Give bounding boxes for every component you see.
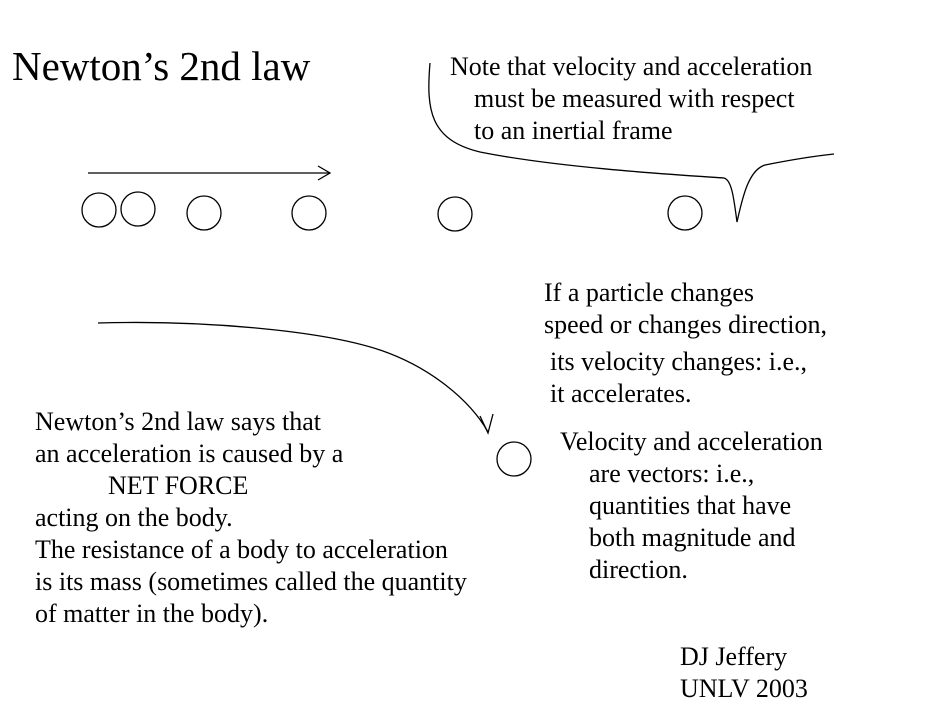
particle-circle-2 [121, 192, 155, 226]
law-line-1: Newton’s 2nd law says that [35, 407, 321, 436]
law-line-5: The resistance of a body to acceleration [35, 535, 448, 564]
particle-line-3: its velocity changes: i.e., [550, 347, 808, 376]
vector-line-5: direction. [589, 555, 688, 584]
vector-line-1: Velocity and acceleration [560, 427, 823, 456]
note-line-1: Note that velocity and acceleration [450, 52, 813, 81]
note-line-2: must be measured with respect [474, 84, 795, 113]
law-line-7: of matter in the body). [35, 599, 269, 628]
net-force-label: NET FORCE [108, 471, 249, 500]
particle-line-2: speed or changes direction, [544, 310, 828, 339]
law-line-2: an acceleration is caused by a [35, 439, 344, 468]
particle-circle-1 [82, 193, 116, 227]
vector-line-3: quantities that have [589, 491, 792, 520]
particle-circle-3 [187, 196, 221, 230]
particle-circle-4 [292, 196, 326, 230]
page-title: Newton’s 2nd law [12, 43, 311, 89]
particle-circle-curved-end [497, 442, 531, 476]
vector-line-2: are vectors: i.e., [589, 459, 755, 488]
particle-circle-6 [668, 196, 702, 230]
particle-circle-5 [438, 197, 472, 231]
credit-author: DJ Jeffery [680, 642, 788, 671]
particle-line-1: If a particle changes [544, 278, 755, 307]
law-line-4: acting on the body. [35, 503, 233, 532]
law-line-6: is its mass (sometimes called the quantity [35, 567, 467, 596]
vector-line-4: both magnitude and [589, 523, 796, 552]
particle-line-4: it accelerates. [550, 379, 692, 408]
velocity-arrow-straight [88, 166, 330, 180]
credit-institution: UNLV 2003 [680, 674, 808, 703]
note-line-3: to an inertial frame [474, 116, 673, 145]
